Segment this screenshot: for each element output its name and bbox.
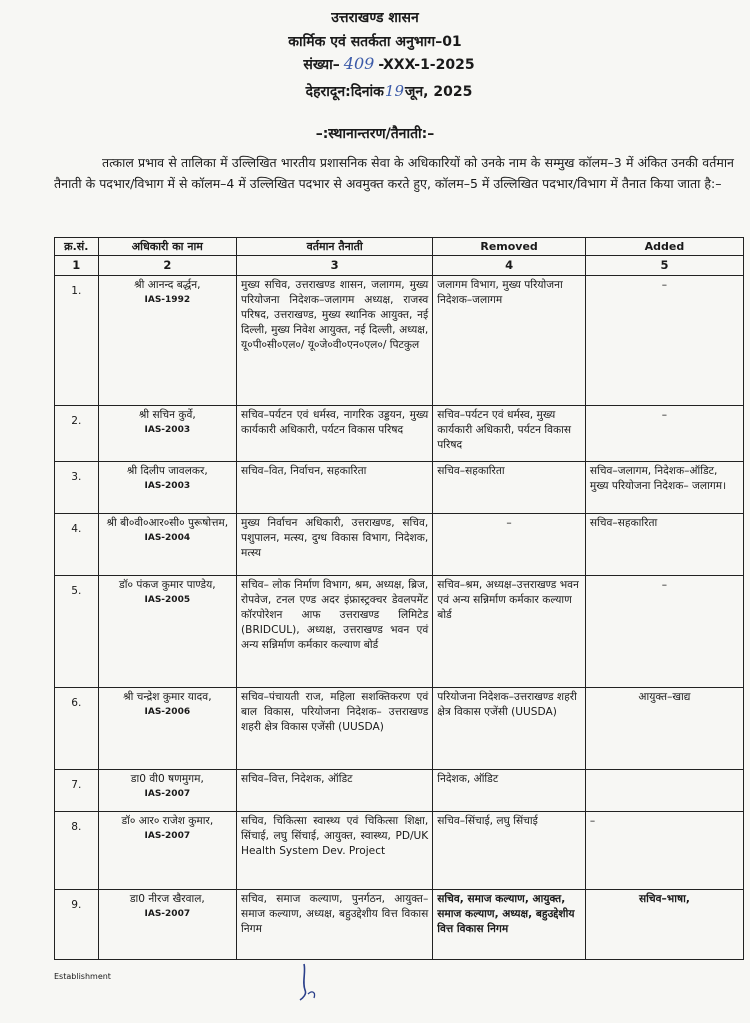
row-sno: 7. (55, 770, 99, 812)
table-row (55, 462, 744, 514)
row-sno: 4. (55, 514, 99, 576)
col-number: 4 (433, 256, 586, 276)
col-number: 3 (237, 256, 433, 276)
row-removed: सचिव–श्रम, अध्यक्ष–उत्तराखण्ड भवन एवं अन्य सन्निर्माण कर्मकार कल्याण बोर्ड (433, 576, 586, 688)
col-number: 5 (585, 256, 743, 276)
row-current: सचिव–पर्यटन एवं धर्मस्व, नागरिक उड्डयन, मुख्य कार्यकारी अधिकारी, पर्यटन विकास परिषद (237, 406, 433, 462)
intro-paragraph: तत्काल प्रभाव से तालिका में उल्लिखित भारतीय प्रशासनिक सेवा के अधिकारियों को उनके नाम के सम्मुख कॉलम–3 में अंकित उनकी वर्तमान तैनाती के पदभार/विभाग में से कॉलम–4 में उल्लिखित पदभार से अवमुक्त करते हुए, कॉलम–5 में उल्लिखित पदभार/विभाग में तैनात किया जाता है:– (54, 155, 734, 191)
row-current: मुख्य सचिव, उत्तराखण्ड शासन, जलागम, मुख्य परियोजना निदेशक–जलागम अध्यक्ष, राजस्व परिषद, उत्तराखण्ड, मुख्य स्थानिक आयुक्त, नई दिल्ली, मुख्य निवेश आयुक्त, नई दिल्ली, अध्यक्ष, यू०पी०सी०एल०/ यू०जे०वी०एन०एल०/ पिटकुल (237, 276, 433, 406)
table-row (55, 276, 744, 406)
order-date: देहरादून:दिनांक19जून, 2025 (305, 82, 473, 100)
col-header-current: वर्तमान तैनाती (237, 238, 433, 256)
row-added: आयुक्त–खाद्य (585, 688, 743, 770)
table-row (55, 812, 744, 890)
row-officer: डा0 वी0 षणमुगम, IAS-2007 (98, 770, 236, 812)
table-row (55, 406, 744, 462)
row-sno: 6. (55, 688, 99, 770)
handwritten-date: 19 (384, 82, 404, 100)
handwritten-number: 409 (343, 54, 375, 73)
col-header-added: Added (585, 238, 743, 256)
row-removed: सचिव–पर्यटन एवं धर्मस्व, मुख्य कार्यकारी अधिकारी, पर्यटन विकास परिषद (433, 406, 586, 462)
col-header-name: अधिकारी का नाम (98, 238, 236, 256)
col-header-removed: Removed (433, 238, 586, 256)
row-officer: श्री बी०वी०आर०सी० पुरूषोत्तम, IAS-2004 (98, 514, 236, 576)
row-removed: निदेशक, ऑडिट (433, 770, 586, 812)
subject-line: –:स्थानान्तरण/तैनाती:– (315, 126, 435, 142)
table-row (55, 688, 744, 770)
row-removed: सचिव–सहकारिता (433, 462, 586, 514)
col-number: 2 (98, 256, 236, 276)
column-number-row (55, 256, 744, 276)
row-removed: सचिव–सिंचाई, लघु सिंचाई (433, 812, 586, 890)
row-added: – (585, 576, 743, 688)
signature-mark (292, 960, 332, 1006)
row-sno: 5. (55, 576, 99, 688)
row-officer: डॉ० आर० राजेश कुमार, IAS-2007 (98, 812, 236, 890)
row-officer: श्री दिलीप जावलकर, IAS-2003 (98, 462, 236, 514)
row-sno: 3. (55, 462, 99, 514)
row-removed: परियोजना निदेशक–उत्तराखण्ड शहरी क्षेत्र विकास एजेंसी (UUSDA) (433, 688, 586, 770)
row-removed: सचिव, समाज कल्याण, आयुक्त, समाज कल्याण, अध्यक्ष, बहुउद्देशीय वित्त विकास निगम (433, 890, 586, 960)
row-added: सचिव–भाषा, (585, 890, 743, 960)
col-header-sno: क्र.सं. (55, 238, 99, 256)
row-officer: डा0 नीरज खैरवाल, IAS-2007 (98, 890, 236, 960)
table-row (55, 514, 744, 576)
order-number: संख्या– 409 -XXX-1-2025 (303, 54, 475, 73)
table-row (55, 890, 744, 960)
row-sno: 8. (55, 812, 99, 890)
row-added (585, 770, 743, 812)
row-added: – (585, 406, 743, 462)
row-removed: – (433, 514, 586, 576)
row-added: सचिव–जलागम, निदेशक–ऑडिट, मुख्य परियोजना निदेशक– जलागम। (585, 462, 743, 514)
row-current: सचिव–वित्त, निदेशक, ऑडिट (237, 770, 433, 812)
row-added: – (585, 276, 743, 406)
table-row (55, 576, 744, 688)
footer-establishment: Establishment (54, 972, 111, 981)
col-number: 1 (55, 256, 99, 276)
row-current: सचिव– लोक निर्माण विभाग, श्रम, अध्यक्ष, ब्रिज, रोपवेज, टनल एण्ड अदर इंफ्रास्ट्रक्चर डेवलपमेंट कॉरपोरेशन आफ उत्तराखण्ड लिमिटेड (BRIDCUL), अध्यक्ष, उत्तराखण्ड भवन एवं अन्य सन्निर्माण कर्मकार कल्याण बोर्ड (237, 576, 433, 688)
row-sno: 9. (55, 890, 99, 960)
row-officer: श्री चन्द्रेश कुमार यादव, IAS-2006 (98, 688, 236, 770)
row-added: सचिव–सहकारिता (585, 514, 743, 576)
row-officer: डॉ० पंकज कुमार पाण्डेय, IAS-2005 (98, 576, 236, 688)
row-removed: जलागम विभाग, मुख्य परियोजना निदेशक–जलागम (433, 276, 586, 406)
row-officer: श्री सचिन कुर्वे, IAS-2003 (98, 406, 236, 462)
transfer-table (54, 237, 744, 960)
row-current: मुख्य निर्वाचन अधिकारी, उत्तराखण्ड, सचिव, पशुपालन, मत्स्य, दुग्ध विकास विभाग, निदेशक, मत्स्य (237, 514, 433, 576)
section-title: कार्मिक एवं सतर्कता अनुभाग–01 (288, 34, 462, 50)
header-row (55, 238, 744, 256)
row-added: – (585, 812, 743, 890)
row-current: सचिव–पंचायती राज, महिला सशक्तिकरण एवं बाल विकास, परियोजना निदेशक– उत्तराखण्ड शहरी क्षेत्र विकास एजेंसी (UUSDA) (237, 688, 433, 770)
row-sno: 1. (55, 276, 99, 406)
row-sno: 2. (55, 406, 99, 462)
row-officer: श्री आनन्द बर्द्धन, IAS-1992 (98, 276, 236, 406)
govt-title: उत्तराखण्ड शासन (331, 10, 419, 26)
row-current: सचिव, समाज कल्याण, पुनर्गठन, आयुक्त–समाज कल्याण, अध्यक्ष, बहुउद्देशीय वित्त विकास निगम (237, 890, 433, 960)
row-current: सचिव, चिकित्सा स्वास्थ्य एवं चिकित्सा शिक्षा, सिंचाई, लघु सिंचाई, आयुक्त, स्वास्थ्य, PD/UK Health System Dev. Project (237, 812, 433, 890)
table-row (55, 770, 744, 812)
row-current: सचिव–वित, निर्वाचन, सहकारिता (237, 462, 433, 514)
